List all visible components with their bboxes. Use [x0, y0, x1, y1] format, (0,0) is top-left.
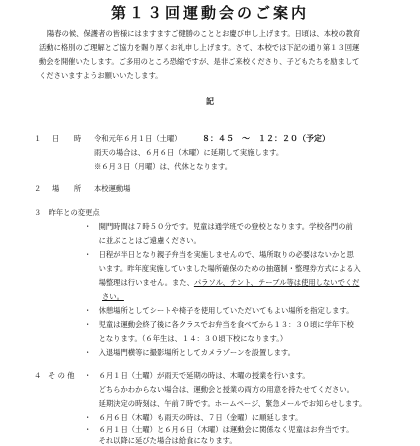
rain-note: 雨天の場合は、６月６日（木曜）に延期して実施します。 [94, 148, 284, 157]
change-line: ・ 休憩場所としてシートや椅子を使用していただいてもよい場所を指定します。 [84, 306, 354, 315]
event-date: 令和元年６月１日（土曜） [94, 134, 182, 143]
other-line: 延期決定の時刻は、午前７時です。ホームページ、緊急メールでお知らせします。 [84, 399, 367, 408]
intro-line: 陽春の候、保護者の皆様にはますますご健勝のこととお慶び申し上げます。日頃は、本校の教育 [47, 29, 361, 38]
section-1-label: 日 時 [52, 134, 82, 143]
other-line: ・ ６月１日（土曜）と６月６日（木曜）は運動会に関係なく児童はお弁当です。 [84, 425, 354, 434]
venue: 本校運動場 [94, 184, 131, 193]
section-4-number: ４ [34, 371, 42, 380]
intro-line: くださいますようお願いいたします。 [39, 71, 163, 80]
section-1-number: １ [34, 134, 42, 143]
event-time: ８：４５ ～ １２：２０（予定） [202, 133, 330, 143]
change-line: に並ぶことはご遠慮ください。 [84, 236, 201, 245]
holiday-note: ※６月３日（月曜）は、代休となります。 [94, 162, 233, 171]
other-line: ・ ６月６日（木曜）も雨天の時は、７日（金曜）に順延します。 [84, 413, 303, 422]
change-line: います。昨年度実施していました場所確保のための抽選制・整理券方式による入 [84, 264, 361, 273]
change-line: ・ 開門時間は７時５０分です。児童は通学班での登校となります。学校各門の前 [84, 222, 353, 231]
ki-heading: 記 [206, 96, 214, 106]
other-line: ・ ６月１日（土曜）が雨天で延期の時は、木曜の授業を行います。 [84, 371, 310, 380]
section-4-label: そ の 他 [48, 371, 75, 380]
change-line: ・ 児童は運動会終了後に各クラスでお弁当を食べてから１３：３０頃に学年下校 [84, 320, 354, 329]
section-2-label: 場 所 [52, 184, 82, 193]
change-line: となります。（６年生は、１４：３０頃下校になります。） [84, 334, 288, 343]
section-2-number: ２ [34, 184, 42, 193]
intro-line: 活動に格別のご理解とご協力を賜り厚くお礼申し上げます。さて、本校では下記の通り第１３回運 [39, 43, 360, 52]
change-line: 場整理は行いません。また、パラソル、テント、テーブル等は使用しないでくだ [84, 278, 360, 287]
underlined-notice-cont: さい。 [102, 292, 124, 301]
page-title: 第１３回運動会のご案内 [110, 4, 309, 22]
intro-line: 動会を開催いたします。ご多用のところ恐縮ですが、是非ご来校くださり、子どもたちを励まして [39, 57, 360, 66]
change-line: ・ 入退場門横等に撮影場所としてカメラゾーンを設置します。 [84, 348, 295, 357]
other-line: それ以降に延びた場合は給食になります。 [84, 436, 237, 445]
section-3-title: ３ 昨年との変更点 [34, 208, 100, 217]
other-line: どちらかわからない場合は、運動会と授業の両方の用意を持たせてください。 [84, 385, 354, 394]
change-line: ・ 日程が半日となり親子弁当を実施しませんので、場所取りの必要はないかと思 [84, 250, 354, 259]
underlined-notice: パラソル、テント、テーブル等は使用しないでくだ [193, 278, 360, 287]
